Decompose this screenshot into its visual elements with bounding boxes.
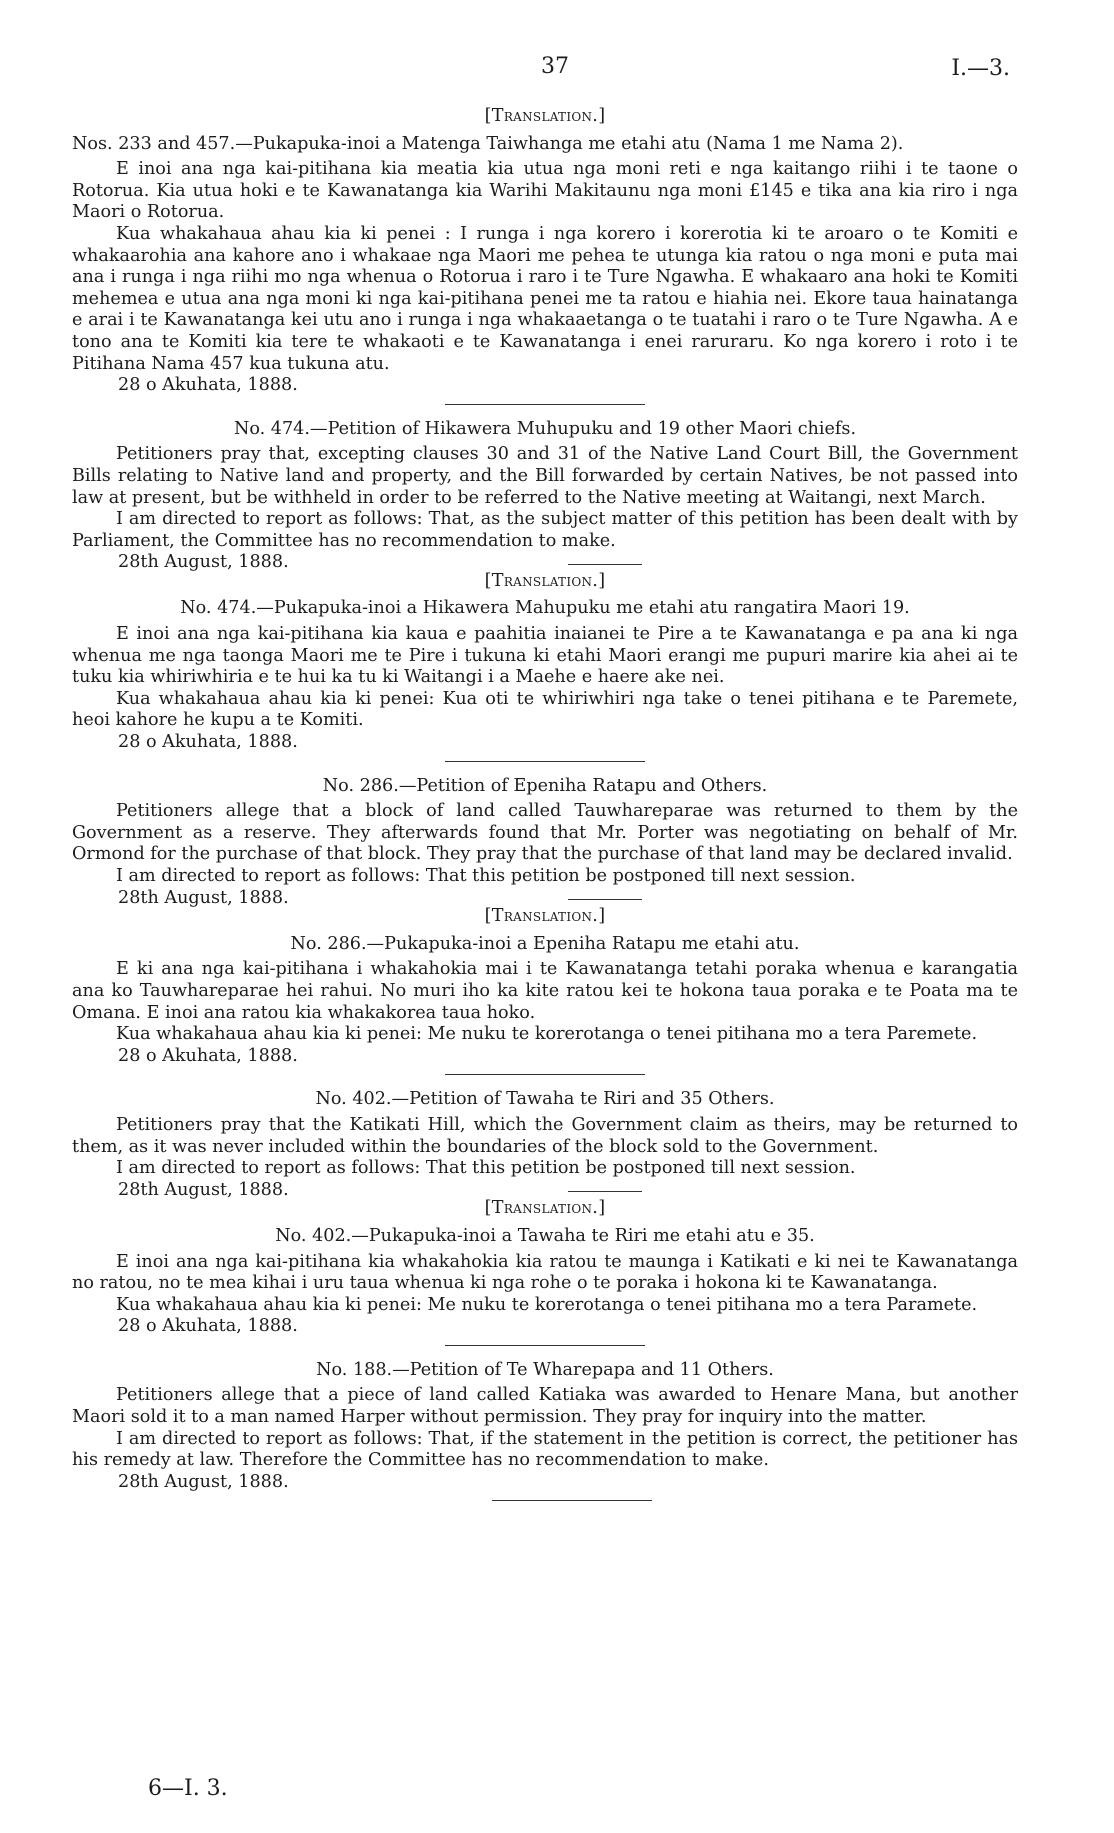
section-402 [72,1089,1018,1200]
petition-body: Petitioners allege that a block of land called Tauwhareparae was returned to them by the Government as a reserve. They afterwards found that Mr. Porter was negotiating on behalf of Mr. Ormond for the purchase of that block. They pray that the purchase of that land may be declared invalid. [72,801,1018,865]
section-divider [445,761,645,762]
section-title: No. 188.—Petition of Te Wharepapa and 11 Others. [316,1359,774,1380]
report-date: 28 o Akuhata, 1888. [118,375,298,396]
section-title: No. 474.—Petition of Hikawera Muhupuku and 19 other Maori chiefs. [233,418,857,439]
document-reference: I.—3. [951,56,1010,81]
committee-report: Kua whakahaua ahau kia ki penei: Kua oti te whiriwhiri nga take o tenei pitihana e te Paremete, heoi kahore he kupu a te Komiti. [72,688,1018,731]
report-date: 28 o Akuhata, 1888. [118,1045,298,1066]
section-title: No. 402.—Petition of Tawaha te Riri and 35 Others. [315,1089,775,1110]
translation-label: [Translation.] [484,106,606,126]
petition-body: E inoi ana nga kai-pitihana kia whakahokia kia ratou te maunga i Katikati e ki nei te Kawanatanga no ratou, no te mea kihai i uru taua whenua ki nga rohe o te poraka i hokona ki te Kawanatanga. [72,1251,1018,1294]
page-number: 37 [541,54,569,79]
committee-report: I am directed to report as follows: That this petition be postponed till next session. [116,1158,856,1179]
signature-mark: 6—I. 3. [148,1776,228,1801]
petition-body: Petitioners allege that a piece of land called Katiaka was awarded to Henare Mana, but another Maori sold it to a man named Harper without permission. They pray for inquiry into the matter. [72,1385,1018,1428]
committee-report: I am directed to report as follows: That, if the statement in the petition is correct, the petitioner has his remedy at law. Therefore the Committee has no recommendation to make. [72,1428,1018,1471]
committee-report: Kua whakahaua ahau kia ki penei: Me nuku te korerotanga o tenei pitihana mo a tera Paremete. [116,1024,978,1045]
section-474 [72,418,1018,573]
report-date: 28 o Akuhata, 1888. [118,732,298,753]
section-402-translation [72,1198,1018,1338]
section-title: No. 286.—Pukapuka-inoi a Epeniha Ratapu me etahi atu. [290,933,800,954]
report-date: 28 o Akuhata, 1888. [118,1316,298,1337]
committee-report: I am directed to report as follows: That this petition be postponed till next session. [116,866,856,886]
report-date: 28th August, 1888. [118,552,289,573]
section-divider [445,1345,645,1346]
translation-label: [Translation.] [484,906,606,927]
report-date: 28th August, 1888. [118,1179,289,1200]
closing-divider [492,1500,652,1501]
petition-body: Petitioners pray that, excepting clauses 30 and 31 of the Native Land Court Bill, the Government Bills relating to Native land and property, and the Bill forwarded by certain Natives, be not passed into law at present, but be withheld in order to be referred to the Native meeting at Waitangi, next March. [72,444,1018,508]
petition-body: E inoi ana nga kai-pitihana kia meatia kia utua nga moni reti e nga kaitango riihi i te taone o Rotorua. Kia utua hoki e te Kawanatanga kia Warihi Makitaunu nga moni £145 e tika ana kia riro i nga Maori o Rotorua. [72,159,1018,223]
section-title: No. 402.—Pukapuka-inoi a Tawaha te Riri me etahi atu e 35. [275,1225,815,1246]
petition-body: Petitioners pray that the Katikati Hill, which the Government claim as theirs, may be returned to them, as it was never included within the boundaries of the block sold to the Government. [72,1114,1018,1157]
committee-report: Kua whakahaua ahau kia ki penei : I runga i nga korero i korerotia ki te aroaro o te Komiti e whakaarohia ana kahore ano i whakaae nga Maori me pehea te utunga kia ratou o nga moni e puta mai ana i runga i nga riihi mo nga whenua o Rotorua i raro i te Ture Ngawha. E whakaaro ana hoki te Komiti mehemea e utua ana nga moni ki nga kai-pitihana penei me ta ratou e hiahia nei. Ekore taua hainatanga e arai i te Kawanatanga kei utu ano i runga i nga whakaaetanga o te tuatahi i raro o te Ture Ngawha. A e tono ana te Komiti kia tere te whakaoti e te Kawanatanga i enei raruraru. Ko nga korero i roto i te Pitihana Nama 457 kua tukuna atu. [72,223,1018,374]
section-188 [72,1360,1018,1494]
report-date: 28th August, 1888. [118,1471,289,1492]
section-286 [72,775,1018,908]
committee-report: I am directed to report as follows: That, as the subject matter of this petition has been dealt with by Parliament, the Committee has no recommendation to make. [72,509,1018,551]
short-divider [568,1191,642,1192]
petition-body: E inoi ana nga kai-pitihana kia kaua e paahitia inaianei te Pire a te Kawanatanga e pa ana ki nga whenua me nga taonga Maori me te Pire i tukuna ki etahi Maori erangi me pupuri marire kia ahei ai te tuku kia whiriwhiria e te hui ka tu ki Waitangi i a Maehe e haere ake nei. [72,624,1018,688]
committee-report: Kua whakahaua ahau kia ki penei: Me nuku te korerotanga o tenei pitihana mo a tera Paramete. [116,1294,978,1315]
section-233-457-translation [72,106,1018,397]
section-title: No. 286.—Petition of Epeniha Ratapu and Others. [322,775,768,796]
translation-label: [Translation.] [484,1198,606,1219]
report-date: 28th August, 1888. [118,887,289,908]
section-474-translation [72,571,1018,754]
section-divider [445,404,645,405]
petition-body: E ki ana nga kai-pitihana i whakahokia mai i te Kawanatanga tetahi poraka whenua e karangatia ana ko Tauwhareparae hei rahui. No muri iho ka kite ratou kei te hokona taua poraka e te Poata ma te Omana. E inoi ana ratou kia whakakorea taua hoko. [72,959,1018,1023]
section-title: Nos. 233 and 457.—Pukapuka-inoi a Matenga Taiwhanga me etahi atu (Nama 1 me Nama 2). [72,133,904,154]
short-divider [568,564,642,565]
translation-label: [Translation.] [484,570,606,591]
section-286-translation [72,906,1018,1067]
short-divider [568,899,642,900]
document-body [72,104,1018,1515]
section-title: No. 474.—Pukapuka-inoi a Hikawera Mahupuku me etahi atu rangatira Maori 19. [180,598,910,619]
section-divider [445,1074,645,1075]
